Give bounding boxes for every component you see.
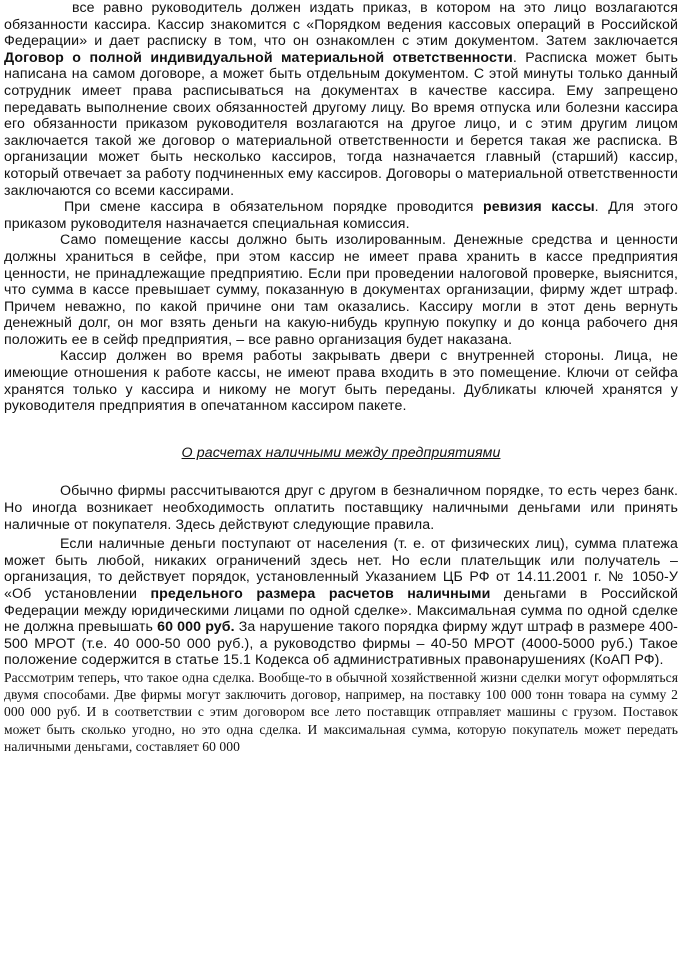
paragraph-text: деньгами в Российской Федерации между юридическими лицами по одной сделке». Максимальная сумма по одной сделке не должна превышать — [4, 586, 678, 636]
bold-amount: 60 000 руб. — [157, 619, 235, 636]
section-heading: О расчетах наличными между предприятиями — [181, 444, 501, 461]
paragraph-cashier-change — [4, 199, 678, 232]
bold-term-cash-audit: ревизия кассы — [483, 199, 595, 216]
paragraph-cash-settlements: Обычно фирмы рассчитываются друг с другом в безналичном порядке, то есть через банк. Но иногда возникает необходимость оплатить поставщику наличными деньгами или принять наличные от покупателя. Здесь действуют следующие правила. — [4, 483, 678, 533]
paragraph-text: При смене кассира в обязательном порядке проводится — [64, 199, 484, 216]
paragraph-one-deal: Рассмотрим теперь, что такое одна сделка. Вообще-то в обычной хозяйственной жизни сделки могут оформляться двумя способами. Две фирмы могут заключить договор, например, на поставку 100 000 тонн товара на сумму 2 000 000 руб. И в соответствии с этим договором все лето поставщик отправляет машины с грузом. Поставок может быть сколько угодно, но это одна сделка. И максимальная сумма, которую покупатель может передать наличными деньгами, составляет 60 000 — [4, 669, 678, 754]
bold-term-liability-contract: Договор о полной индивидуальной материальной ответственности — [4, 49, 513, 66]
paragraph-cashier-duties — [4, 0, 678, 199]
paragraph-text: Если наличные деньги поступают от населения (т. е. от физических лиц), сумма платежа может быть любой, никаких ограничений здесь нет. Но если плательщик или получатель – организация, то действует порядок, установленный Указанием ЦБ РФ от 14.11.2001 г. № 1050-У «Об установлении — [4, 536, 678, 602]
paragraph-text: За нарушение такого порядка фирму ждут штраф в размере 400-500 МРОТ (т.е. 40 000-50 000 руб.), а руководство фирмы – 40-50 МРОТ (4000-5000 руб.) Такое положение содержится в статье 15.1 Кодекса об административных правонарушениях (КоАП РФ). — [4, 619, 679, 669]
paragraph-cash-doors: Кассир должен во время работы закрывать двери с внутренней стороны. Лица, не имеющие отношения к работе кассы, не имеют права входить в это помещение. Ключи от сейфа хранятся только у кассира и никому не могут быть переданы. Дубликаты ключей хранятся у руководителя предприятия в опечатанном кассиром пакете. — [4, 348, 678, 415]
paragraph-text: . Для этого приказом руководителя назначается специальная комиссия. — [4, 199, 679, 232]
bold-term-max-cash-settlement: предельного размера расчетов наличными — [150, 586, 491, 602]
paragraph-text: . Расписка может быть написана на самом договоре, а может быть отдельным документом. С этой минуты только данный сотрудник имеет права расписываться на документах в качестве кассира. Ему запрещено передавать выполнение своих обязанностей другому лицу. Во время отпуска или болезни кассира его обязанности приказом руководителя возлагаются на другое лицо, и с этим другим лицом заключается такой же договор о материальной ответственности и берется такая же расписка. В организации может быть несколько кассиров, тогда назначается главный (старший) кассир, который отвечает за работу подчиненных ему кассиров. Договоры о материальной ответственности заключаются со всеми кассирами. — [4, 49, 678, 199]
paragraph-cash-limit — [4, 536, 678, 669]
paragraph-text: все равно руководитель должен издать приказ, в котором на это лицо возлагаются обязанности кассира. Кассир знакомится с «Порядком ведения кассовых операций в Российской Федерации» и дает расписку в том, что он ознакомлен с этим документом. Затем заключается — [4, 0, 678, 50]
paragraph-cash-room: Само помещение кассы должно быть изолированным. Денежные средства и ценности должны храниться в сейфе, при этом кассир не имеет права хранить в кассе предприятия ценности, не принадлежащие предприятию. Если при проведении налоговой проверке, выяснится, что сумма в кассе превышает сумму, показанную в документах организации, фирму ждет штраф. Причем неважно, по какой причине они там оказались. Кассиру могли в этот день вернуть денежный долг, он мог взять деньги на какую-нибудь крупную покупку и до конца рабочего дня положить ее в сейф предприятия, – все равно организация будет наказана. — [4, 232, 678, 348]
